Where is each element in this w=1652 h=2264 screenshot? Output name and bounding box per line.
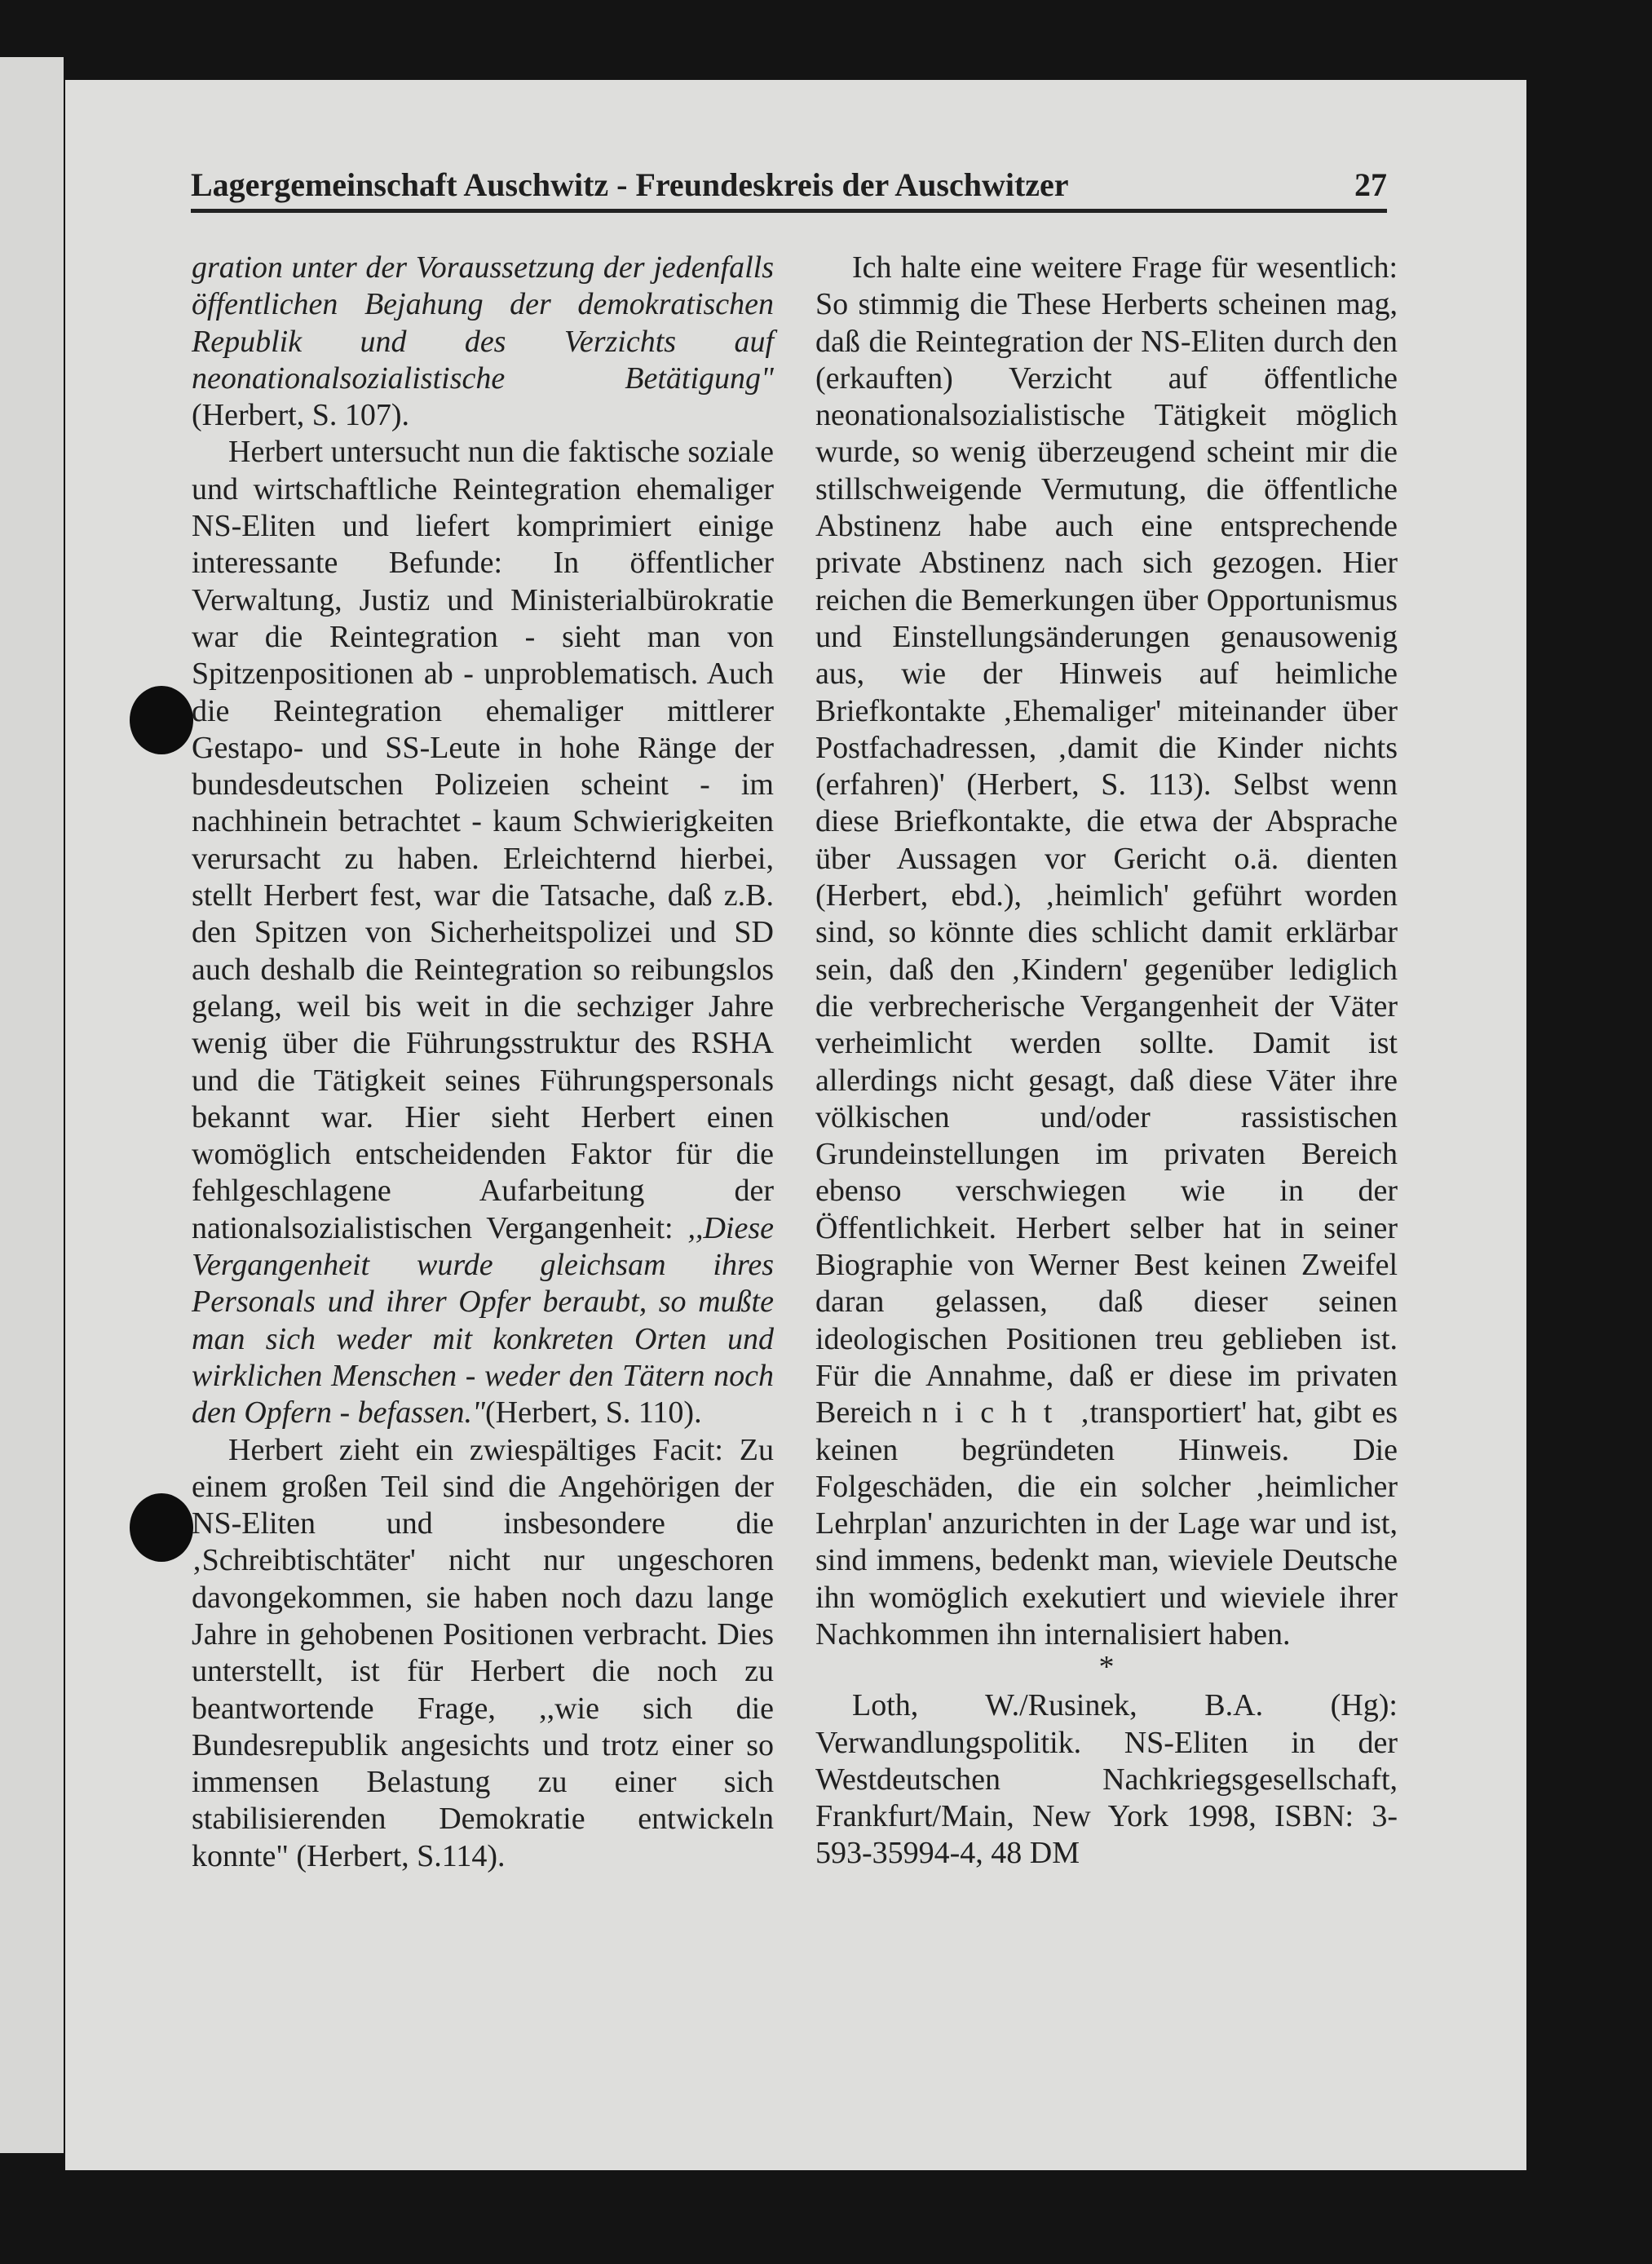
paragraph <box>192 250 774 434</box>
paragraph: Herbert zieht ein zwiespältiges Facit: Zu einem großen Teil sind die Angehörigen der NS-Eliten und insbesondere die ‚Schreibtischtäter' nicht nur ungeschoren davongekommen, sie haben noch dazu lange Jahre in gehobenen Positionen verbracht. Dies unterstellt, ist für Herbert die noch zu beantwortende Frage, ,,wie sich die Bundesrepublik angesichts und trotz einer so immensen Belastung zu einer sich stabilisierenden Demokratie entwickeln konnte" (Herbert, S.114). <box>192 1432 774 1873</box>
emphasis-spaced: nicht <box>921 1395 1070 1430</box>
page-number: 27 <box>1354 166 1387 203</box>
bibliographic-reference: Loth, W./Rusinek, B.A. (Hg): Verwandlungspolitik. NS-Eliten in der Westdeutschen Nachkriegsgesellschaft, Frankfurt/Main, New York 1998, ISBN: 3-593-35994-4, 48 DM <box>815 1688 1398 1871</box>
right-column <box>815 250 1398 1873</box>
quotation: ,,Diese Vergangenheit wurde gleichsam ihres Personals und ihrer Opfer beraubt, so mußte man sich weder mit konkreten Orten und wirklichen Menschen - weder den Tätern noch den Opfern - befassen." <box>192 1210 774 1430</box>
previous-page-edge <box>0 57 64 2153</box>
paragraph: Ich halte eine weitere Frage für wesentlich: So stimmig die These Herberts scheinen mag, daß die Reintegration der NS-Eliten durch den (erkauften) Verzicht auf öffentliche neonationalsozialistische Tätigkeit möglich wurde, so wenig überzeugend scheint mir die stillschweigende Vermutung, die öffentliche Abstinenz habe auch eine entsprechende private Abstinenz nach sich gezogen. Hier reichen die Bemerkungen über Opportunismus und Einstellungsänderungen genausowenig aus, wie der Hinweis auf heimliche Briefkontakte ‚Ehemaliger' miteinander über Postfachadressen, ‚damit die Kinder nichts (erfahren)' (Herbert, S. 113). Selbst wenn diese Briefkontakte, die etwa der Absprache über Aussagen vor Gericht o.ä. dienten (Herbert, ebd.), ‚heimlich' geführt worden sind, so könnte dies schlicht damit erklärbar sein, daß den ‚Kindern' gegenüber lediglich die verbrecherische Vergangenheit der Väter verheimlicht werden sollte. Damit ist allerdings nicht gesagt, daß diese Väter ihre völkischen und/oder rassistischen Grundeinstellungen im privaten Bereich ebenso verschwiegen wie in der Öffentlichkeit. Herbert selber hat in seiner Biographie von Werner Best keinen Zweifel daran gelassen, daß dieser seinen ideologischen Positionen treu geblieben ist. Für die Annahme, daß er diese im privaten Bereich nicht ‚transportiert' hat, gibt es keinen begründeten Hinweis. Die Folgeschäden, die ein solcher ‚heimlicher Lehrplan' anzurichten in der Lage war und ist, sind immens, bedenkt man, wieviele Deutsche ihn womöglich exekutiert und wieviele ihrer Nachkommen ihn internalisiert haben. <box>815 250 1398 1652</box>
section-separator: * <box>1098 1650 1115 1685</box>
citation: (Herbert, S. 110). <box>485 1395 702 1430</box>
quotation: gration unter der Voraussetzung der jedenfalls öffentlichen Bejahung der demokratischen Republik und des Verzichts auf neonationalsozialistische Betätigung" <box>192 250 774 396</box>
left-column <box>192 250 774 1875</box>
document-page <box>65 80 1526 2170</box>
journal-title: Lagergemeinschaft Auschwitz - Freundeskreis der Auschwitzer <box>191 166 1069 203</box>
paragraph: Herbert untersucht nun die faktische soziale und wirtschaftliche Reintegration ehemaliger NS-Eliten und liefert komprimiert einige interessante Befunde: In öffentlicher Verwaltung, Justiz und Ministerialbürokratie war die Reintegration - sieht man von Spitzenpositionen ab - unproblematisch. Auch die Reintegration ehemaliger mittlerer Gestapo- und SS-Leute in hohe Ränge der bundesdeutschen Polizeien scheint - im nachhinein betrachtet - kaum Schwierigkeiten verursacht zu haben. Erleichternd hierbei, stellt Herbert fest, war die Tatsache, daß z.B. den Spitzen von Sicherheitspolizei und SD auch deshalb die Reintegration so reibungslos gelang, weil bis weit in die sechziger Jahre wenig über die Führungsstruktur des RSHA und die Tätigkeit seines Führungspersonals bekannt war. Hier sieht Herbert einen womöglich entscheidenden Faktor für die fehlgeschlagene Aufarbeitung der nationalsozialistischen Vergangenheit: ,,Diese Vergangenheit wurde gleichsam ihres Personals und ihrer Opfer beraubt, so mußte man sich weder mit konkreten Orten und wirklichen Menschen - weder den Tätern noch den Opfern - befassen."(Herbert, S. 110). <box>192 435 774 1430</box>
running-header <box>191 161 1387 213</box>
punch-hole-top <box>130 686 193 754</box>
citation: (Herbert, S. 107). <box>192 398 409 433</box>
punch-hole-bottom <box>130 1493 193 1562</box>
